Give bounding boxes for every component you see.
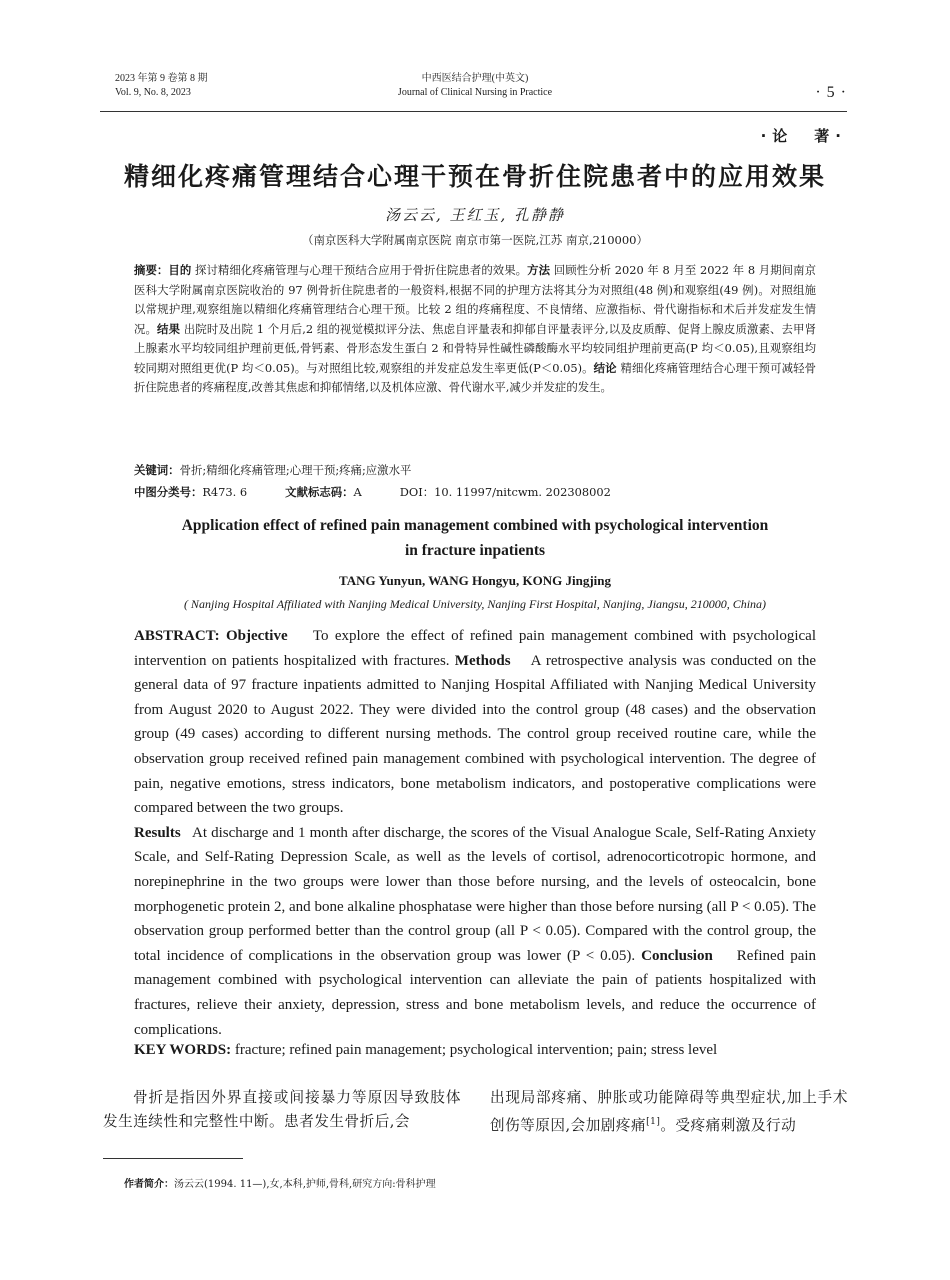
abstract-label-en: ABSTRACT: <box>134 628 220 644</box>
section-tag: ·论 著· <box>760 127 847 145</box>
title-en-line1: Application effect of refined pain management combined with psychological intervention <box>181 517 769 534</box>
header-divider <box>100 111 847 112</box>
citation-ref[interactable]: [1] <box>646 1117 661 1127</box>
doccode-label: 文献标志码： <box>285 485 354 499</box>
title-en-line2: in fracture inpatients <box>404 542 546 559</box>
header-issue-en: Vol. 9, No. 8, 2023 <box>115 87 191 98</box>
body-right-text: 出现局部疼痛、肿胀或功能障碍等典型症状,加上手术创伤等原因,会加剧疼痛 <box>490 1089 848 1134</box>
footnote <box>124 1175 436 1190</box>
objective-label-cn: 目的 <box>168 263 192 277</box>
results-label-en: Results <box>134 824 181 841</box>
classification-line <box>134 483 611 501</box>
footnote-label: 作者简介： <box>124 1179 174 1190</box>
keywords-cn <box>134 461 411 479</box>
abstract-en <box>134 624 816 1042</box>
footnote-divider <box>103 1158 243 1159</box>
keywords-text-en: fracture; refined pain management; psychological intervention; pain; stress level <box>234 1042 718 1058</box>
results-text-cn: 出院时及出院 1 个月后,2 组的视觉模拟评分法、焦虑自评量表和抑郁自评量表评分,以及皮质醇、促肾上腺皮质激素、去甲肾上腺素水平均较同组护理前更低,骨钙素、骨形态发生蛋白 2 和骨特异性碱性磷酸酶水平均较同组护理前更高(P 均＜0.05),且观察组均较同期对照组更优(P 均＜0.05)。与对照组比较,观察组的并发症总发生率更低(P＜0.05)。 <box>134 321 816 375</box>
conclusion-label-en: Conclusion <box>641 947 713 964</box>
page-title-cn: 精细化疼痛管理结合心理干预在骨折住院患者中的应用效果 <box>123 162 826 191</box>
header-journal <box>0 72 950 100</box>
clc-label: 中图分类号： <box>134 485 203 499</box>
header-journal-en: Journal of Clinical Nursing in Practice <box>397 87 553 98</box>
objective-text-en: To explore the effect of refined pain management combined with psychological intervention on patients hospitalized with fractures. <box>134 628 816 669</box>
body-column-right <box>490 1086 848 1138</box>
abstract-cn <box>134 261 816 398</box>
objective-text-cn: 探讨精细化疼痛管理与心理干预结合应用于骨折住院患者的效果。 <box>194 263 528 277</box>
abstract-label-cn: 摘要： <box>134 263 169 277</box>
doi-label: DOI： <box>399 485 435 499</box>
doi-value[interactable]: 10. 11997/nitcwm. 202308002 <box>434 485 611 499</box>
keywords-text-cn: 骨折;精细化疼痛管理;心理干预;疼痛;应激水平 <box>179 463 412 477</box>
methods-text-cn: 回顾性分析 2020 年 8 月至 2022 年 8 月期间南京医科大学附属南京医院收治的 97 例骨折住院患者的一般资料,根据不同的护理方法将其分为对照组(48 例)和观察组(49 例)。对照组施以常规护理,观察组施以精细化疼痛管理结合心理干预。比较 2 组的疼痛程度、不良情绪、应激指标、骨代谢指标和术后并发症发生情况。 <box>134 263 816 336</box>
keywords-en <box>134 1038 816 1063</box>
clc-value: R473. 6 <box>202 485 248 499</box>
results-label-cn: 结果 <box>157 321 181 336</box>
keywords-label-cn: 关键词： <box>134 463 180 477</box>
authors-en: TANG Yunyun, WANG Hongyu, KONG Jingjing <box>339 573 611 588</box>
methods-label-cn: 方法 <box>527 263 551 277</box>
doccode-value: A <box>353 485 362 499</box>
conclusion-label-cn: 结论 <box>593 360 617 375</box>
header-issue-cn: 2023 年第 9 卷第 8 期 <box>115 73 208 84</box>
authors-cn: 汤云云, 王红玉, 孔静静 <box>384 206 566 224</box>
header-journal-cn: 中西医结合护理(中英文) <box>421 73 529 84</box>
body-right-tail: 。受疼痛刺激及行动 <box>660 1116 797 1134</box>
methods-label-en: Methods <box>454 652 511 669</box>
affiliation-cn: （南京医科大学附属南京医院 南京市第一医院,江苏 南京,210000） <box>301 233 649 247</box>
objective-label-en: Objective <box>225 628 288 644</box>
body-column-left: 骨折是指因外界直接或间接暴力等原因导致肢体发生连续性和完整性中断。患者发生骨折后,会 <box>103 1089 461 1130</box>
page-title-en <box>134 513 816 563</box>
methods-text-en: A retrospective analysis was conducted on the general data of 97 fracture inpatients admitted to Nanjing Hospital Affiliated with Nanjing Medical University from August 2020 to August 2022. They were divided into the control group (48 cases) and the observation group (49 cases) according to different nursing methods. The control group received routine care, while the observation group received refined pain management combined with psychological intervention. The degree of pain, negative emotions, stress indicators, bone metabolism indicators, and postoperative complications were compared between the two groups. <box>134 652 817 817</box>
page-number: · 5 · <box>815 84 847 101</box>
conclusion-text-en: Refined pain management combined with psychological intervention can alleviate the pain of patients hospitalized with fractures, relieve their anxiety, depression, stress and bone metabolism levels, and reduce the occurrence of complications. <box>134 947 817 1038</box>
conclusion-text-cn: 精细化疼痛管理结合心理干预可减轻骨折住院患者的疼痛程度,改善其焦虑和抑郁情绪,以及机体应激、骨代谢水平,减少并发症的发生。 <box>134 360 816 394</box>
footnote-text: 汤云云(1994. 11—),女,本科,护师,骨科,研究方向:骨科护理 <box>174 1179 436 1190</box>
affiliation-en: ( Nanjing Hospital Affiliated with Nanjing Medical University, Nanjing First Hospital, Nanjing, Jiangsu, 210000, China) <box>183 597 767 611</box>
results-text-en: At discharge and 1 month after discharge, the scores of the Visual Analogue Scale, Self-Rating Anxiety Scale, and Self-Rating Depression Scale, as well as the levels of cortisol, adrenocorticotropic hormone, and norepinephrine in the two groups were lower than those before nursing, and the levels of osteocalcin, bone morphogenetic protein 2, and bone alkaline phosphatase were higher than those before nursing (all P < 0.05). The observation group performed better than the control group (all P < 0.05). Compared with the control group, the total incidence of complications in the observation group was lower (P < 0.05). <box>134 824 816 964</box>
keywords-label-en: KEY WORDS: <box>134 1042 232 1058</box>
